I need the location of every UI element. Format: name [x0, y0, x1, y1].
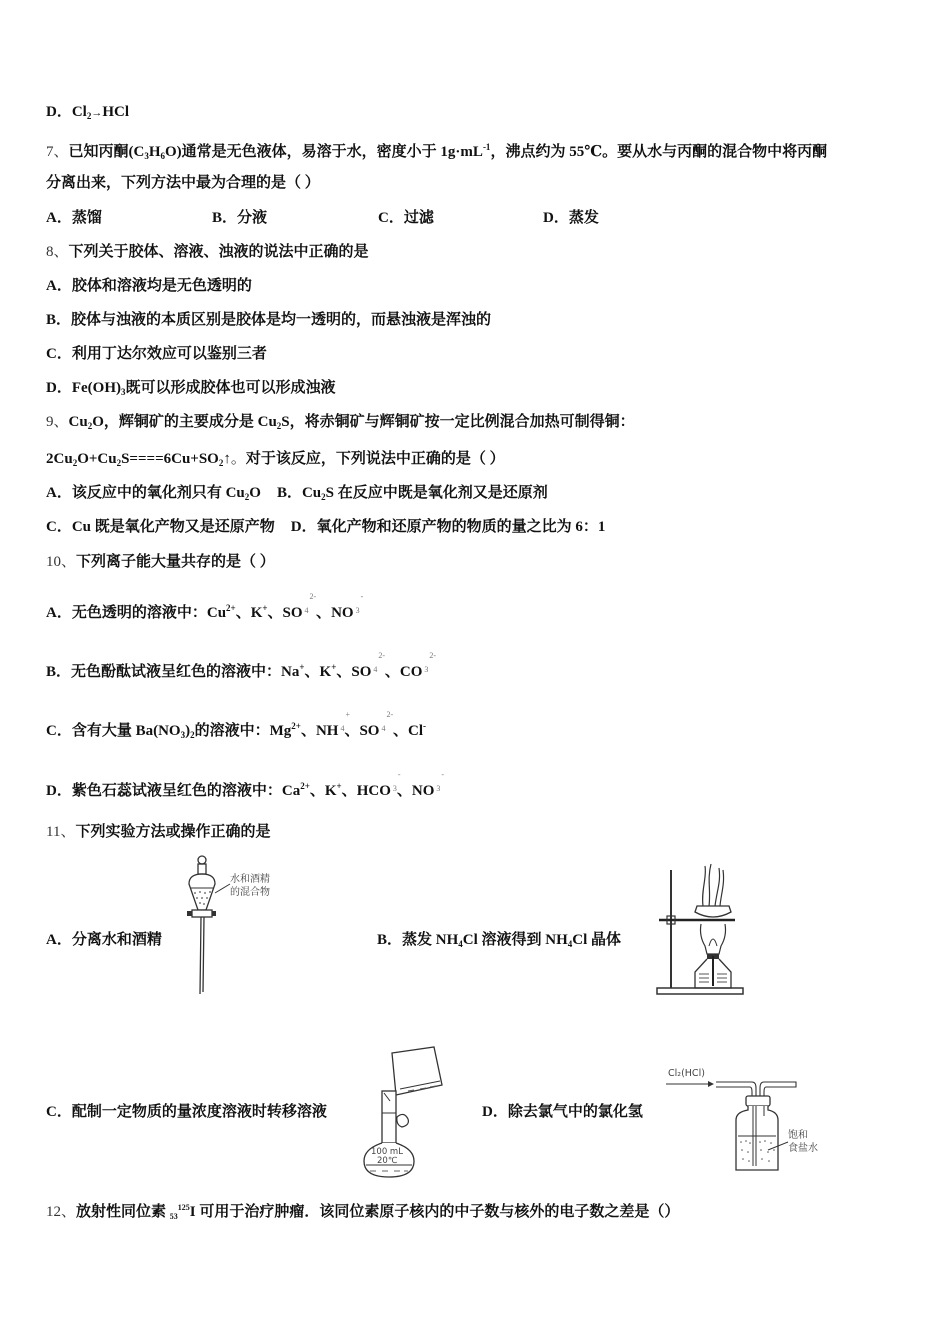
option-text: 无色酚酞试液呈红色的溶液中： — [71, 664, 282, 680]
ion-base: HCO — [356, 783, 391, 799]
q8-option-b[interactable] — [46, 310, 491, 330]
option-label: B． — [276, 485, 302, 501]
separator: 、 — [344, 723, 360, 739]
q10-stem — [46, 552, 275, 572]
option-text: 分离水和酒精 — [71, 932, 162, 948]
q11-option-b[interactable] — [377, 930, 621, 954]
stem-text: Cu — [68, 414, 88, 430]
option-label: D． — [543, 210, 569, 226]
option-text: 的溶液中： — [194, 723, 270, 739]
question-number: 7、 — [46, 144, 69, 160]
figure-label: 水和酒精 — [230, 874, 270, 885]
superscript: -1 — [482, 142, 491, 152]
separator: 、 — [235, 605, 251, 621]
q8-option-d[interactable] — [46, 378, 336, 402]
up-arrow-icon: ↑。 — [223, 451, 246, 467]
option-label: B． — [46, 312, 72, 328]
q11-option-c[interactable] — [46, 1102, 327, 1122]
option-text: Cu 既是氧化产物又是还原产物 — [71, 519, 275, 535]
ion — [356, 770, 401, 801]
separator: 、 — [384, 664, 400, 680]
stem-text: 下列关于胶体、溶液、浊液的说法中正确的是 — [68, 244, 369, 260]
subscript: 2 — [86, 111, 92, 121]
subscript: 3 — [144, 151, 149, 161]
q7-option-c[interactable] — [378, 208, 434, 228]
figure-label: 100 mL — [371, 1147, 403, 1157]
option-text: 除去氯气中的氯化氢 — [507, 1104, 643, 1120]
ion-count: 3 — [424, 665, 429, 674]
option-text: 胶体与浊液的本质区别是胶体是均一透明的，而悬浊液是浑浊的 — [71, 312, 492, 328]
ion-count: 4 — [373, 665, 378, 674]
option-text: Cl 溶液得到 NH — [462, 932, 568, 948]
q9-options-row2 — [46, 517, 605, 537]
ion — [359, 710, 394, 741]
q12-stem — [46, 1198, 679, 1227]
ion-charge: 2+ — [300, 781, 310, 791]
ion-charge: 2- — [378, 651, 386, 660]
ion-charge: - — [441, 770, 445, 779]
q8-option-c[interactable] — [46, 344, 267, 364]
evaporation-apparatus-figure — [655, 860, 750, 1000]
question-number: 8、 — [46, 244, 69, 260]
stem-text: H — [148, 144, 161, 160]
q9-option-d[interactable] — [291, 519, 606, 535]
formula: Fe(OH) — [71, 380, 121, 396]
equation-part: S====6Cu+SO — [121, 451, 219, 467]
ion-charge: 2- — [309, 592, 317, 601]
option-label: D． — [290, 519, 317, 535]
option-text: 紫色石蕊试液呈红色的溶液中： — [71, 783, 282, 799]
stem-text: O)通常是无色液体，易溶于水，密度小于 1g·mL — [165, 144, 483, 160]
separator: 、 — [396, 783, 412, 799]
stem-text: 放射性同位素 — [76, 1204, 167, 1220]
equation-part: 2Cu — [46, 451, 73, 467]
q7-option-d[interactable] — [543, 208, 599, 228]
option-text: 利用丁达尔效应可以鉴别三者 — [71, 346, 267, 362]
separator: 、 — [336, 664, 352, 680]
q11-option-a[interactable] — [46, 930, 162, 950]
ion-charge: 2- — [386, 710, 394, 719]
subscript: 2 — [276, 421, 282, 431]
q10-option-a[interactable] — [46, 592, 364, 623]
ion — [399, 651, 437, 682]
option-text: 该反应中的氧化剂只有 Cu — [71, 485, 245, 501]
option-label: C． — [46, 519, 72, 535]
ion: Mg — [269, 723, 292, 739]
option-text: 配制一定物质的量浓度溶液时转移溶液 — [71, 1104, 327, 1120]
subscript: 2 — [72, 458, 78, 468]
q9-options-row1 — [46, 483, 548, 507]
separator: 、 — [300, 723, 316, 739]
ion-base: NO — [411, 783, 435, 799]
option-text: 含有大量 Ba(NO — [71, 723, 181, 739]
option-text: 胶体和溶液均是无色透明的 — [71, 278, 252, 294]
option-label: D． — [46, 380, 72, 396]
separator: 、 — [304, 664, 320, 680]
q7-stem-line1 — [46, 137, 827, 166]
ion-count: 3 — [436, 784, 441, 793]
option-text: O — [249, 485, 261, 501]
option-label: D． — [482, 1104, 508, 1120]
ion-count: 3 — [392, 784, 397, 793]
mass-number: 125 — [177, 1203, 190, 1212]
ion — [331, 592, 364, 623]
option-label: B． — [212, 210, 238, 226]
stem-text: 下列离子能大量共存的是（ ） — [76, 554, 275, 570]
ion-charge: + — [299, 662, 305, 672]
separatory-funnel-figure — [180, 852, 290, 1002]
ion-base: NO — [331, 605, 354, 621]
ion-charge: 2+ — [226, 603, 236, 613]
ion — [411, 770, 445, 801]
gas-washing-bottle-figure — [664, 1062, 839, 1172]
ion-base: SO — [351, 664, 372, 680]
option-text: 蒸发 — [568, 210, 599, 226]
option-label: A． — [46, 210, 72, 226]
q10-option-d[interactable] — [46, 770, 445, 801]
option-text: 蒸馏 — [71, 210, 102, 226]
formula: Cl — [71, 104, 87, 120]
option-label: A． — [46, 605, 72, 621]
subscript: 2 — [87, 421, 93, 431]
q9-option-a[interactable] — [46, 485, 261, 501]
ion-charge: - — [360, 592, 364, 601]
option-text: ) — [185, 723, 191, 739]
ion-charge: - — [397, 770, 401, 779]
option-label: B． — [377, 932, 403, 948]
figure-label: 的混合物 — [230, 887, 270, 898]
ion: Ca — [281, 783, 301, 799]
ion-charge: 2+ — [291, 721, 301, 731]
stem-text: O，辉铜矿的主要成分是 Cu — [92, 414, 277, 430]
ion-charge: + — [336, 781, 342, 791]
ion: Cu — [206, 605, 227, 621]
q8-stem — [46, 242, 369, 262]
option-label: B． — [46, 664, 72, 680]
q7-option-a[interactable] — [46, 208, 102, 228]
stem-text: 下列实验方法或操作正确的是 — [75, 824, 271, 840]
formula: HCl — [102, 104, 130, 120]
q7-option-b[interactable] — [212, 208, 267, 228]
q11-stem — [46, 822, 270, 842]
ion-charge: 2- — [429, 651, 437, 660]
option-label: A． — [46, 932, 72, 948]
q11-option-d[interactable] — [482, 1102, 643, 1122]
ion — [282, 592, 317, 623]
ion: K — [250, 605, 263, 621]
q9-equation — [46, 449, 505, 473]
stem-text: 可用于治疗肿瘤．该同位素原子核内的中子数与核外的电子数之差是（） — [199, 1204, 680, 1220]
ion-charge: - — [423, 721, 426, 731]
separator: 、 — [341, 783, 357, 799]
q9-option-b[interactable] — [277, 485, 548, 501]
option-label: A． — [46, 278, 72, 294]
option-label: C． — [46, 723, 72, 739]
option-text: 分液 — [237, 210, 268, 226]
stem-text: S，将赤铜矿与辉铜矿按一定比例混合加热可制得铜： — [281, 414, 635, 430]
arrow-icon: → — [91, 107, 103, 119]
equation-part: O+Cu — [77, 451, 117, 467]
separator: 、 — [309, 783, 325, 799]
subscript: 6 — [160, 151, 166, 161]
element-symbol: I — [189, 1204, 196, 1220]
subscript: 4 — [567, 939, 573, 949]
option-label: C． — [46, 1104, 72, 1120]
q6-option-d — [46, 102, 129, 126]
q10-option-c[interactable] — [46, 710, 426, 745]
subscript: 2 — [190, 730, 195, 740]
q8-option-a[interactable] — [46, 276, 252, 296]
figure-label: 食盐水 — [788, 1143, 818, 1154]
ion: Cl — [408, 723, 423, 739]
stem-text: 已知丙酮(C — [68, 144, 145, 160]
option-text: S 在反应中既是氧化剂又是还原剂 — [325, 485, 548, 501]
subscript: 4 — [458, 939, 463, 949]
option-text: 蒸发 NH — [402, 932, 459, 948]
subscript: 3 — [121, 387, 126, 397]
subscript: 2 — [244, 492, 250, 502]
separator: 、 — [267, 605, 283, 621]
stem-text: ，沸点约为 55℃。要从水与丙酮的混合物中将丙酮 — [490, 144, 828, 160]
option-label: C． — [46, 346, 72, 362]
separator: 、 — [392, 723, 408, 739]
option-text: 氧化产物和还原产物的物质的量之比为 6：1 — [316, 519, 606, 535]
ion-base: SO — [359, 723, 380, 739]
ion-count: 3 — [355, 606, 360, 615]
ion-count: 4 — [304, 606, 309, 615]
ion-base: CO — [399, 664, 423, 680]
question-number: 9、 — [46, 414, 69, 430]
option-text: 无色透明的溶液中： — [71, 605, 207, 621]
option-text: Cl 晶体 — [572, 932, 622, 948]
subscript: 2 — [321, 492, 326, 502]
option-label: D． — [46, 783, 72, 799]
ion-count: 4 — [381, 724, 386, 733]
figure-label: Cl₂(HCl) — [668, 1068, 705, 1079]
q9-option-c[interactable] — [46, 519, 275, 535]
ion-base: NH — [315, 723, 339, 739]
ion-base: SO — [282, 605, 303, 621]
option-text: 过滤 — [403, 210, 434, 226]
ion — [315, 710, 350, 741]
subscript: 2 — [116, 458, 122, 468]
option-label: A． — [46, 485, 72, 501]
q10-option-b[interactable] — [46, 651, 437, 682]
ion-charge: + — [262, 603, 268, 613]
atomic-number: 53 — [169, 1212, 178, 1221]
ion: K — [319, 664, 332, 680]
q7-stem-line2: 分离出来，下列方法中最为合理的是（ ） — [46, 175, 320, 191]
figure-label: 20℃ — [377, 1156, 398, 1166]
question-number: 10、 — [46, 554, 77, 570]
volumetric-flask-figure — [360, 1045, 450, 1180]
ion-count: 4 — [340, 724, 345, 733]
q9-stem — [46, 412, 635, 436]
ion: K — [324, 783, 337, 799]
question-number: 11、 — [46, 824, 76, 840]
option-text: Cu — [301, 485, 322, 501]
option-text: 既可以形成胶体也可以形成浊液 — [125, 380, 336, 396]
option-label: D． — [46, 104, 72, 120]
figure-label: 饱和 — [788, 1130, 808, 1141]
option-label: C． — [378, 210, 404, 226]
ion-charge: + — [345, 710, 350, 719]
question-number: 12、 — [46, 1204, 77, 1220]
ion: Na — [281, 664, 300, 680]
stem-text: 对于该反应，下列说法中正确的是（ ） — [245, 451, 505, 467]
ion — [351, 651, 386, 682]
separator: 、 — [316, 605, 332, 621]
subscript: 3 — [180, 730, 186, 740]
subscript: 2 — [218, 458, 224, 468]
ion-charge: + — [331, 662, 337, 672]
